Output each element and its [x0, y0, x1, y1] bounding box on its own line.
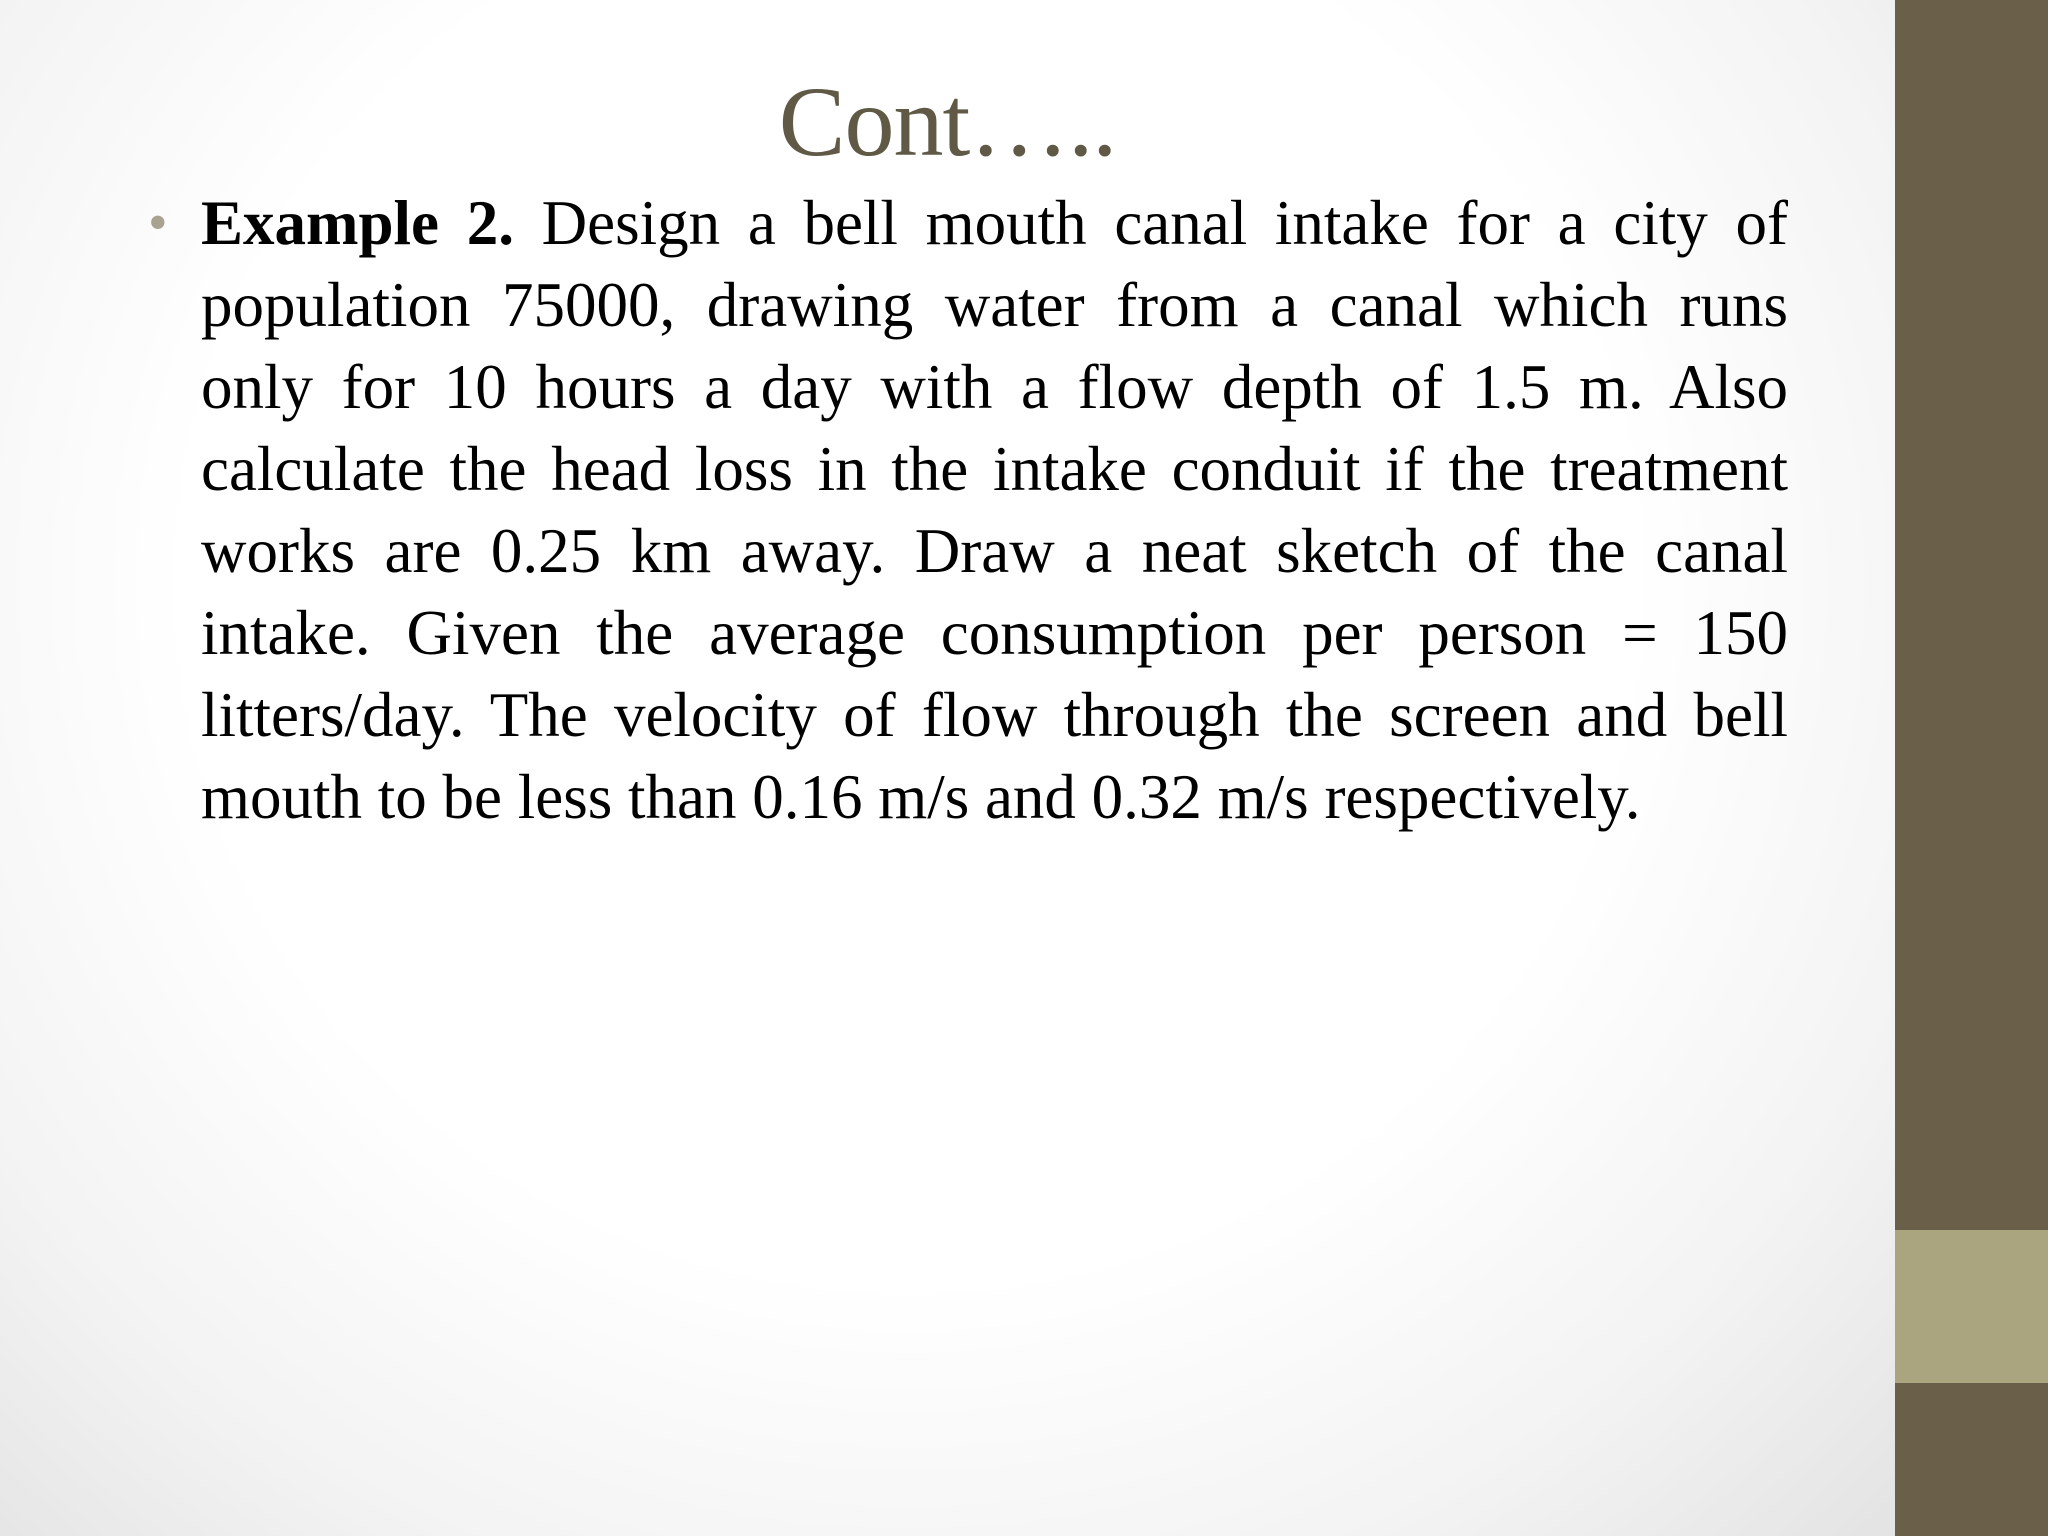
decorative-sidebar-accent: [1895, 1230, 2048, 1383]
bullet-text: [201, 182, 1788, 838]
bullet-item: [148, 182, 1788, 838]
slide-content: [148, 182, 1788, 838]
example-body: Design a bell mouth canal intake for a city of population 75000, drawing water from a canal which runs only for 10 hours a day with a flow depth of 1.5 m. Also calculate the head loss in the intake conduit if the treatment works are 0.25 km away. Draw a neat sketch of the canal intake. Given the average consumption per person = 150 litters/day. The velocity of flow through the screen and bell mouth to be less than 0.16 m/s and 0.32 m/s respectively.: [201, 188, 1788, 832]
example-label: Example 2.: [201, 188, 514, 258]
bullet-icon: •: [148, 192, 168, 254]
slide-title: Cont…..: [778, 66, 1117, 177]
